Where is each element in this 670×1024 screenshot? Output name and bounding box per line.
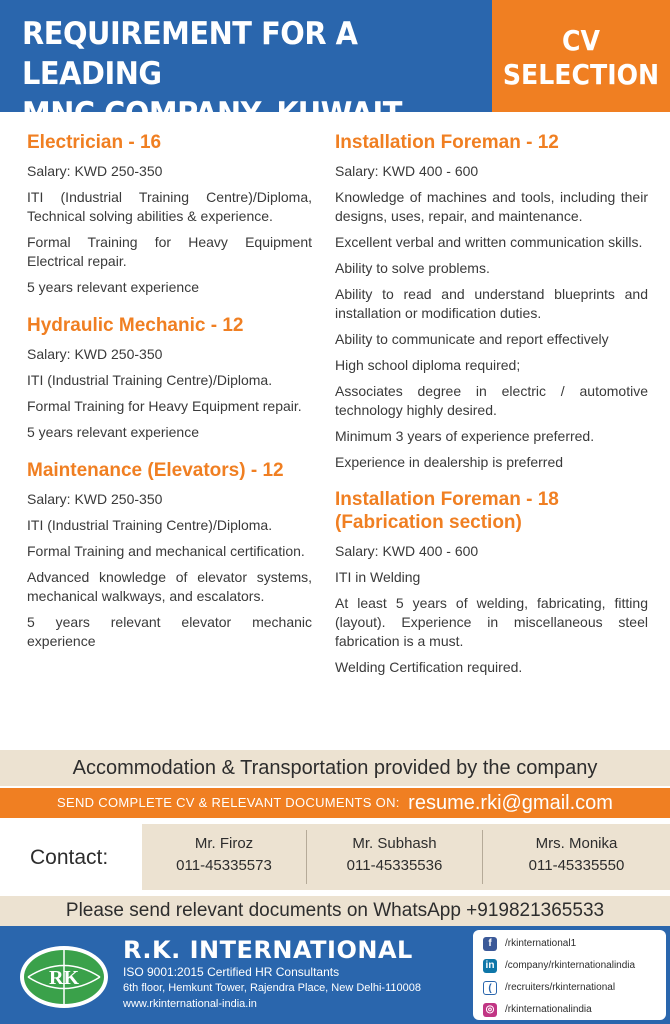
website-link[interactable]: www.rkinternational-india.in [123,998,257,1010]
job-line: High school diploma required; [335,357,521,373]
job-line: Ability to communicate and report effectively [335,331,609,347]
logo-text: RK [49,967,79,989]
social-instagram[interactable] [483,1002,592,1018]
facebook-icon: f [483,937,497,951]
instagram-icon: ◎ [483,1003,497,1017]
contact-person [306,830,482,884]
cv-selection-badge [492,0,670,112]
social-linkedin[interactable] [483,958,635,974]
job-line: Salary: KWD 400 - 600 [335,543,479,559]
job-line: ITI (Industrial Training Centre)/Diploma. [27,517,273,533]
job-line: ITI (Industrial Training Centre)/Diploma, Technical solving abilities & experience. [27,189,312,224]
whatsapp-banner: Please send relevant documents on WhatsApp +919821365533 [0,896,670,926]
company-info [123,936,421,1012]
job-line: Advanced knowledge of elevator systems, mechanical walkways, and escalators. [27,569,312,604]
left-column [27,131,312,668]
job-line: ITI in Welding [335,569,421,585]
social-handle: /rkinternationalindia [505,1004,592,1015]
job-title: Maintenance (Elevators) - 12 [27,460,284,481]
job-line: Minimum 3 years of experience preferred. [335,428,595,444]
job-line: Salary: KWD 250-350 [27,346,163,362]
contact-name: Mr. Subhash [352,835,437,852]
job-installation-foreman-fabrication [335,488,648,677]
send-cv-banner [0,788,670,818]
job-line: 5 years relevant experience [27,424,199,440]
job-line: ITI (Industrial Training Centre)/Diploma. [27,372,273,388]
iso-certification: ISO 9001:2015 Certified HR Consultants [123,965,340,979]
contact-section [0,818,670,894]
social-handle: /rkinternational1 [505,938,577,949]
job-line: Associates degree in electric / automotive technology highly desired. [335,383,648,418]
contact-phone[interactable]: 011-45335536 [346,857,443,874]
job-line: Salary: KWD 250-350 [27,491,163,507]
contact-name: Mrs. Monika [535,835,618,852]
cv-badge-line-2: SELECTION [502,58,660,91]
job-electrician [27,131,312,297]
footer [0,926,670,1024]
page-title [22,14,450,134]
job-title: Installation Foreman - 12 [335,132,559,153]
job-line: Salary: KWD 250-350 [27,163,163,179]
job-line: Experience in dealership is preferred [335,454,564,470]
job-line: Formal Training for Heavy Equipment Electrical repair. [27,234,312,269]
job-maintenance-elevators [27,459,312,651]
rk-logo-icon [18,944,110,1010]
job-hydraulic-mechanic [27,314,312,442]
job-title: Hydraulic Mechanic - 12 [27,315,244,336]
contact-phone[interactable]: 011-45335573 [176,857,272,874]
email-link[interactable]: resume.rki@gmail.com [408,792,613,814]
job-line: Ability to solve problems. [335,260,490,276]
header-banner [0,0,670,132]
contact-person [482,830,670,884]
job-title: Installation Foreman - 18 (Fabrication section) [335,489,559,533]
job-line: Ability to read and understand blueprints and installation or modification duties. [335,286,648,321]
social-links [473,930,666,1020]
send-cv-label: SEND COMPLETE CV & RELEVANT DOCUMENTS ON: [57,795,400,810]
job-line: 5 years relevant experience [27,279,199,295]
social-facebook[interactable] [483,936,576,952]
job-title: Electrician - 16 [27,132,162,153]
contact-label: Contact: [30,846,109,869]
contact-box [142,824,670,890]
contact-person [142,830,306,884]
title-line-1: REQUIREMENT FOR A LEADING [22,16,358,92]
job-line: At least 5 years of welding, fabricating, fitting (layout). Experience in miscellaneous steel fabrication is a must. [335,595,648,649]
company-name: R.K. INTERNATIONAL [123,936,413,964]
job-line: 5 years relevant elevator mechanic experience [27,614,312,649]
job-line: Knowledge of machines and tools, including their designs, uses, repair, and maintenance. [335,189,648,224]
recruiters-icon: ( [483,981,497,995]
social-handle: /recruiters/rkinternational [505,982,616,993]
company-address: 6th floor, Hemkunt Tower, Rajendra Place, New Delhi-110008 [123,982,421,994]
job-line: Salary: KWD 400 - 600 [335,163,479,179]
job-installation-foreman [335,131,648,472]
cv-badge-line-1: CV [562,24,600,57]
accommodation-banner: Accommodation & Transportation provided by the company [0,750,670,786]
social-handle: /company/rkinternationalindia [505,960,636,971]
job-line: Welding Certification required. [335,659,523,675]
job-line: Excellent verbal and written communication skills. [335,234,643,250]
job-line: Formal Training and mechanical certification. [27,543,305,559]
right-column [335,131,648,693]
contact-phone[interactable]: 011-45335550 [528,857,625,874]
linkedin-icon: in [483,959,497,973]
title-line-2: MNC COMPANY, KUWAIT [22,96,403,132]
job-line: Formal Training for Heavy Equipment repair. [27,398,302,414]
contact-name: Mr. Firoz [194,835,254,852]
social-recruiters[interactable] [483,980,615,996]
